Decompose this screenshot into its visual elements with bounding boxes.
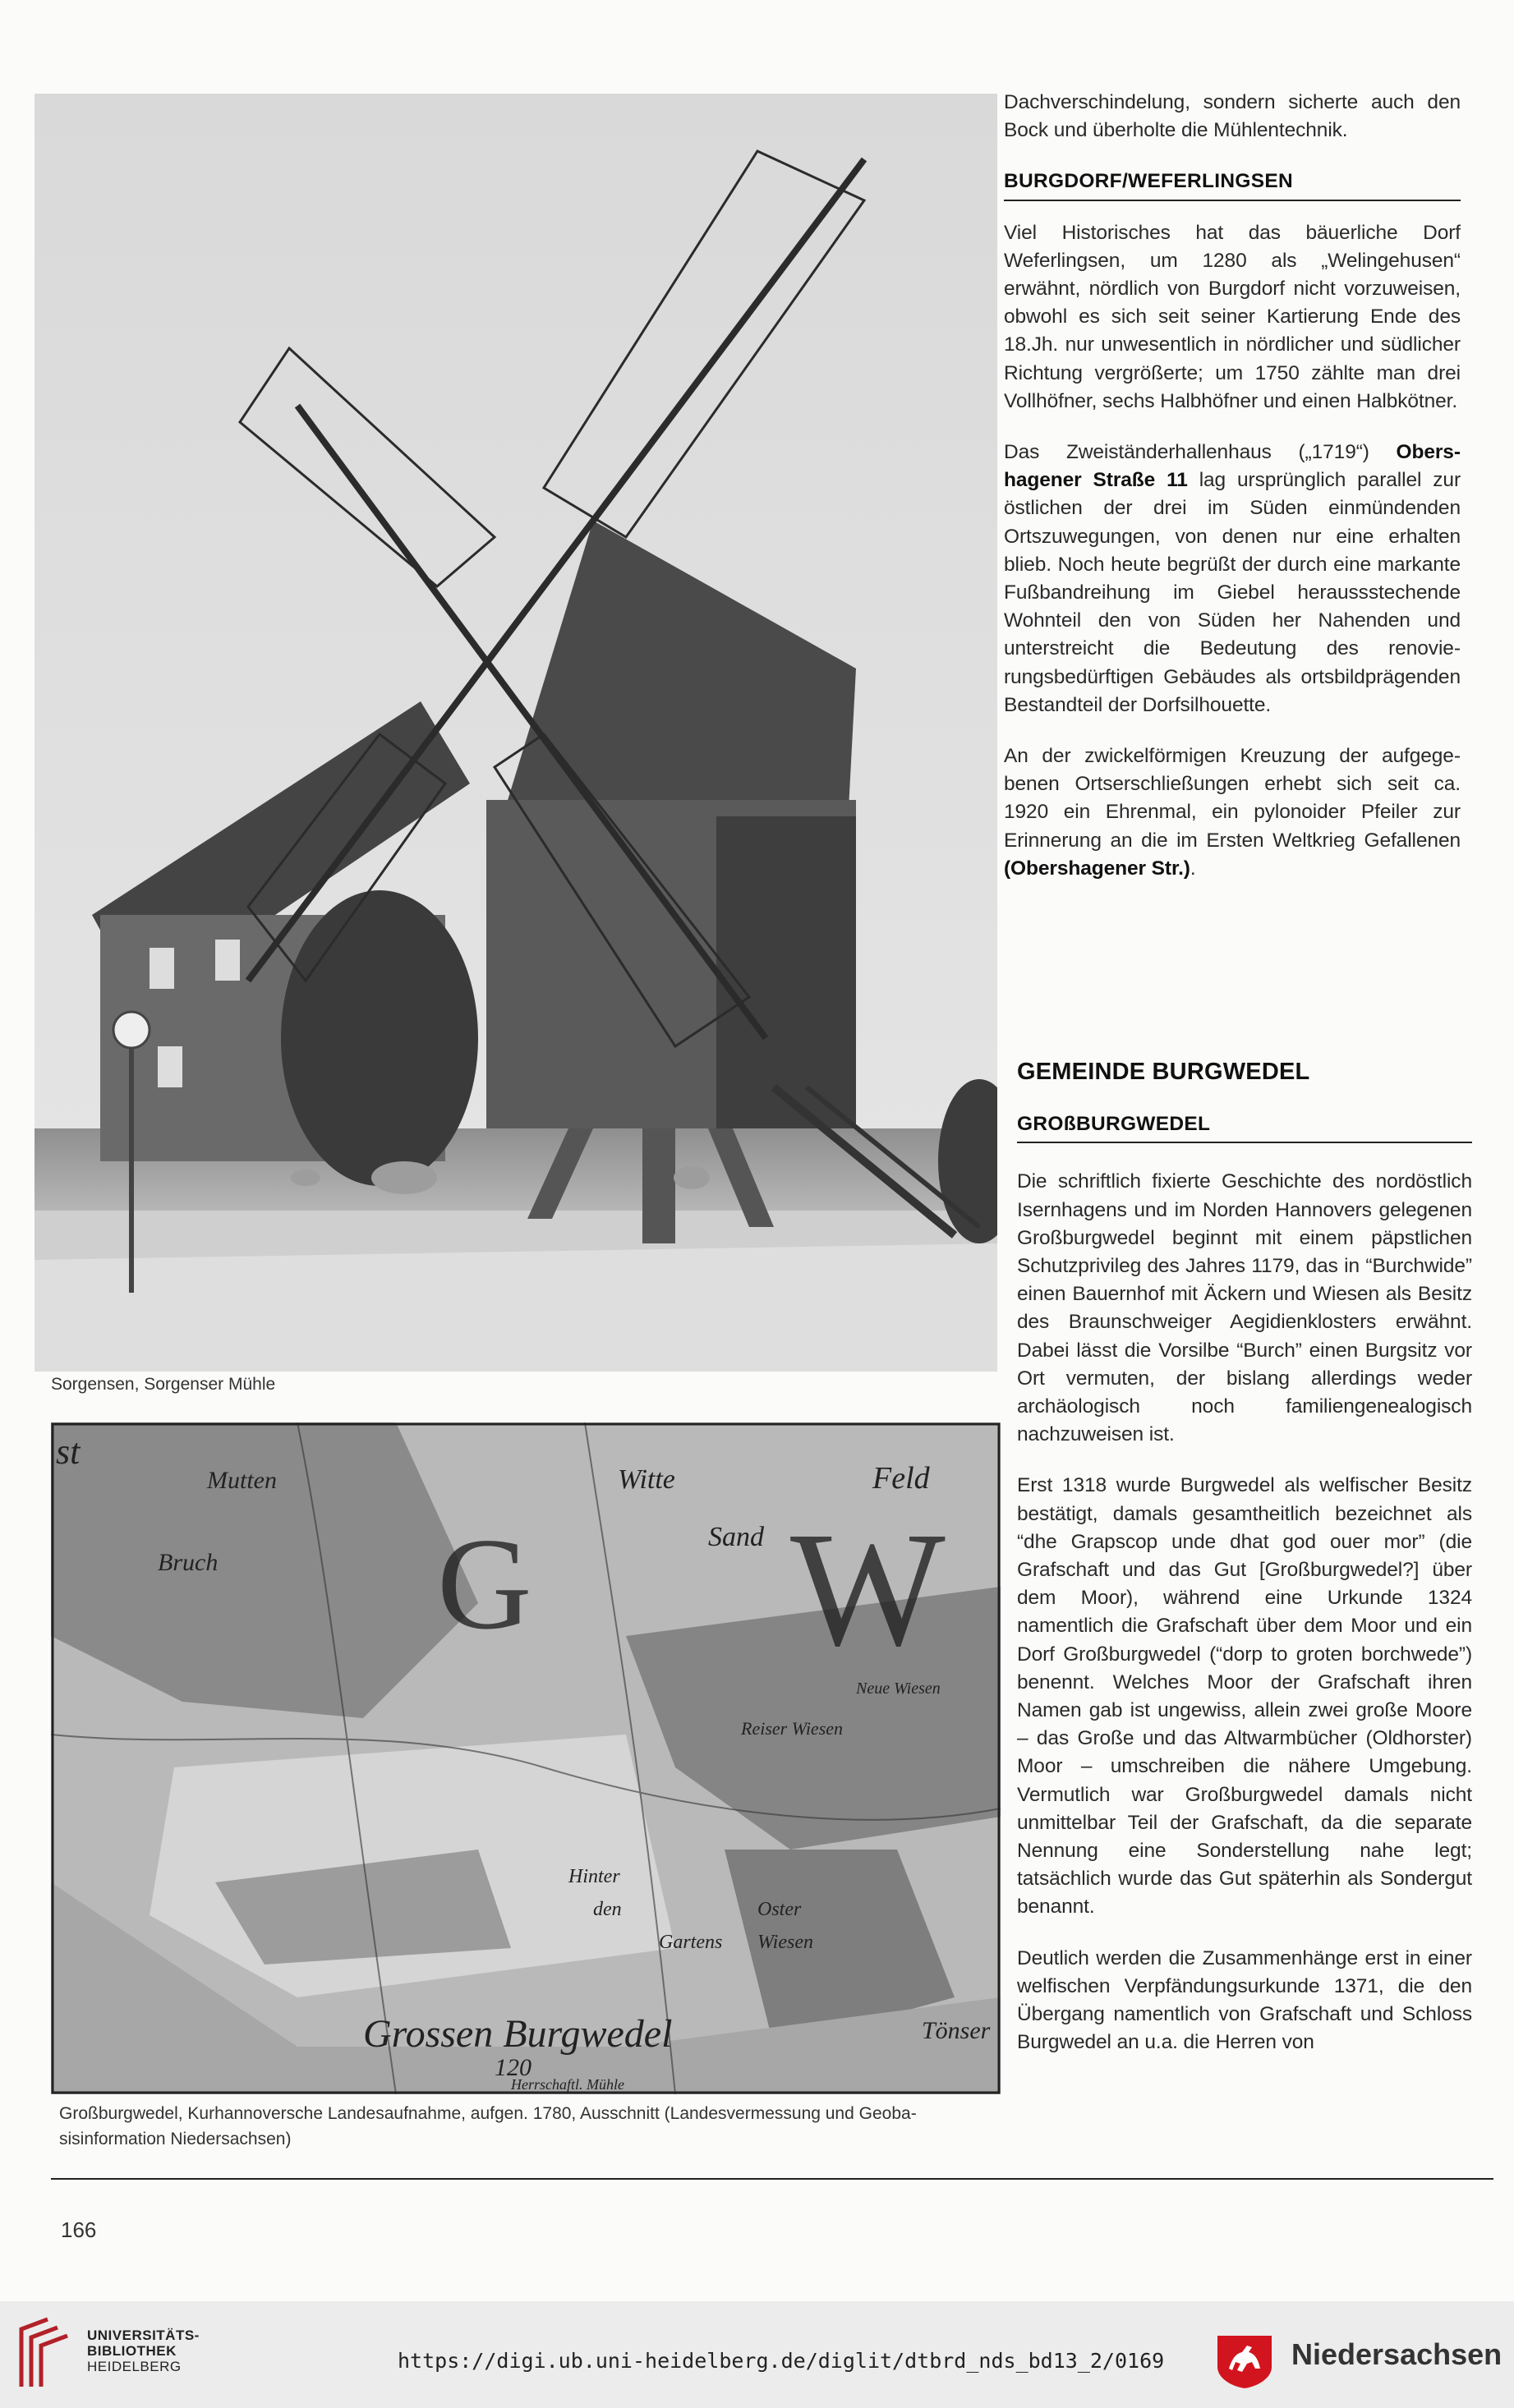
map-label-gartens: Gartens <box>659 1932 723 1953</box>
map-label-wiesen: Wiesen <box>757 1932 813 1953</box>
map-label-tonser: Tönser <box>922 2017 991 2044</box>
text-ehrenmal-a: An der zwickelförmigen Kreuzung der aufgegebenen Ortserschließungen erhebt sich seit ca. 1920 ein Ehrenmal, ein pylonoider Pfeiler zur Erinnerung an die im Ersten Weltkrieg Gefallenen <box>1004 745 1461 852</box>
windmill-photo <box>35 94 997 1372</box>
map-label-number: 120 <box>495 2054 532 2081</box>
ub-logo-line1: UNIVERSITÄTS- <box>87 2328 200 2343</box>
paragraph-gb-1: Die schriftlich fixierte Geschichte des nordöstlich Isernhagens und im Norden Hannovers gelegenen Großburgwedel beginnt mit einem päpstlichen Schutzprivileg des Jahres 1179, das in “Burchwide” einen Bauernhof mit Äckern und Wiesen als Besitz des Braunschweiger Aegidienklosters erwähnt. Dabei lässt die Vorsilbe “Burch” einen Burgsitz vor Ort vermuten, der bislang allerdings weder archäologisch noch familiengenealogisch nachzuweisen ist. <box>1017 1170 1472 1446</box>
page-number: 166 <box>61 2217 97 2242</box>
niedersachsen-horse-icon <box>1214 2331 1275 2390</box>
heading-burgdorf-weferlingsen: BURGDORF/WEFERLINGSEN <box>1004 168 1461 200</box>
ub-logo <box>15 2313 81 2395</box>
text-hallenhaus-a: Das Zweiständerhallenhaus („1719“) <box>1004 441 1397 464</box>
windmill-image <box>35 94 997 1372</box>
map-label-bruch: Bruch <box>158 1549 219 1576</box>
photo-caption: Sorgensen, Sorgenser Mühle <box>51 1375 276 1394</box>
niedersachsen-wordmark: Niedersachsen <box>1291 2337 1502 2371</box>
paragraph-gb-2: Erst 1318 wurde Burgwedel als welfischer Besitz bestätigt, damals gesamtheitlich bezeichnet als “dhe Grapscop unde dhat god ouer mor” (die Grafschaft und das Gut [Großburgwedel?] über dem Moor), während eine Urkunde 1324 namentlich die Grafschaft über dem Moor und ein Dorf Großburgwedel (“dorp to groten borchwede”) benennt. Welches Moor der Grafschaft ihren Namen gab ist ungewiss, allein zwei große Moore – das Große und das Altwarmbücher (Oldhorster) Moor – umschreiben die nähere Umgebung. Vermutlich war Großburgwedel damals nicht unmittelbar Teil der Grafschaft, da die separate Nennung eine Sonderstellung nahe legt; tatsächlich wurde das Gut späterhin als Sondergut benannt. <box>1017 1474 1472 1919</box>
map-label-grossen-burgwedel: Grossen Burgwedel <box>363 2012 673 2056</box>
text-hallenhaus-b: lag ursprünglich parallel zur östlichen der drei im Süden einmündenden Ortszuwegungen, von denen nur eine erhalten blieb. Noch heute begrüßt der durch eine markante Fußbandreihung im Giebel heraussstechende Wohnteil den von Süden her Nahenden und unterstreicht die Bedeutung des renovierungsbedürftigen Gebäudes als ortsbildprägenden Bestandteil der Dorfsilhouette. <box>1004 469 1461 716</box>
page-bottom-rule <box>51 2178 1493 2180</box>
heading-gemeinde-burgwedel: GEMEINDE BURGWEDEL <box>1017 1059 1310 1085</box>
map-image <box>51 1422 1001 2094</box>
paragraph-intro: Dachverschindelung, sondern sicherte auch den Bock und überholte die Mühlentechnik. <box>1004 91 1461 142</box>
paragraph-gb-3: Deutlich werden die Zusammenhänge erst in einer welfischen Verpfändungsurkunde 1371, die den Übergang namentlich von Grafschaft und Schloss Burgwedel an u.a. die Herren von <box>1017 1946 1472 2054</box>
ub-logo-line2: BIBLIOTHEK <box>87 2343 177 2359</box>
map-label-oster: Oster <box>757 1899 802 1920</box>
footer-bar <box>0 2301 1514 2408</box>
niedersachsen-logo <box>1214 2331 1275 2390</box>
ub-logo-line3: HEIDELBERG <box>87 2359 182 2374</box>
ub-heidelberg-logo-icon <box>15 2313 81 2395</box>
map-label-sand: Sand <box>708 1522 764 1552</box>
text-ehrenmal-address: (Obershagener Str.) <box>1004 857 1190 880</box>
map-label-mutten: Mutten <box>207 1467 277 1494</box>
text-hallenhaus-address: Obershagener Straße 11 <box>1004 441 1461 492</box>
text-ehrenmal-b: . <box>1190 857 1196 880</box>
paragraph-ehrenmal <box>1004 742 1461 883</box>
paragraph-weferlingsen: Viel Historisches hat das bäuerliche Dorf Weferlingsen, um 1280 als „Welingehusen“ erwähnt, nördlich von Burgdorf nicht vorzuweisen, obwohl es sich seit seiner Kartierung Ende des 18.Jh. nur unwesentlich in nördlicher und südlicher Richtung vergrößerte; um 1750 zählte man drei Vollhöfner, sechs Halbhöfner und einen Halbkötner. <box>1004 221 1461 412</box>
map-caption: Großburgwedel, Kurhannoversche Landesaufnahme, aufgen. 1780, Ausschnitt (Landesvermessung und Geobasisinformation Niedersachsen) <box>59 2104 917 2148</box>
map-label-neue-wiesen: Neue Wiesen <box>856 1680 941 1698</box>
map-label-hinter: Hinter <box>568 1866 620 1887</box>
ub-logo-text <box>87 2328 200 2374</box>
paragraph-hallenhaus <box>1004 439 1461 719</box>
historic-map <box>51 1422 1001 2094</box>
map-label-st: st <box>56 1431 81 1472</box>
column-right-lower <box>1017 1058 1472 2080</box>
map-label-reiser-wiesen: Reiser Wiesen <box>741 1718 844 1739</box>
map-label-feld: Feld <box>872 1461 930 1496</box>
heading-grossburgwedel: GROßBURGWEDEL <box>1017 1110 1472 1143</box>
map-label-w: W <box>790 1499 946 1680</box>
map-label-g: G <box>437 1510 532 1657</box>
column-right-upper <box>1004 89 1461 906</box>
map-label-muhle: Herrschaftl. Mühle <box>511 2076 624 2093</box>
map-label-den: den <box>593 1899 622 1920</box>
map-label-witte: Witte <box>618 1464 675 1495</box>
source-url-link[interactable]: https://digi.ub.uni-heidelberg.de/diglit/dtbrd_nds_bd13_2/0169 <box>398 2349 1165 2373</box>
